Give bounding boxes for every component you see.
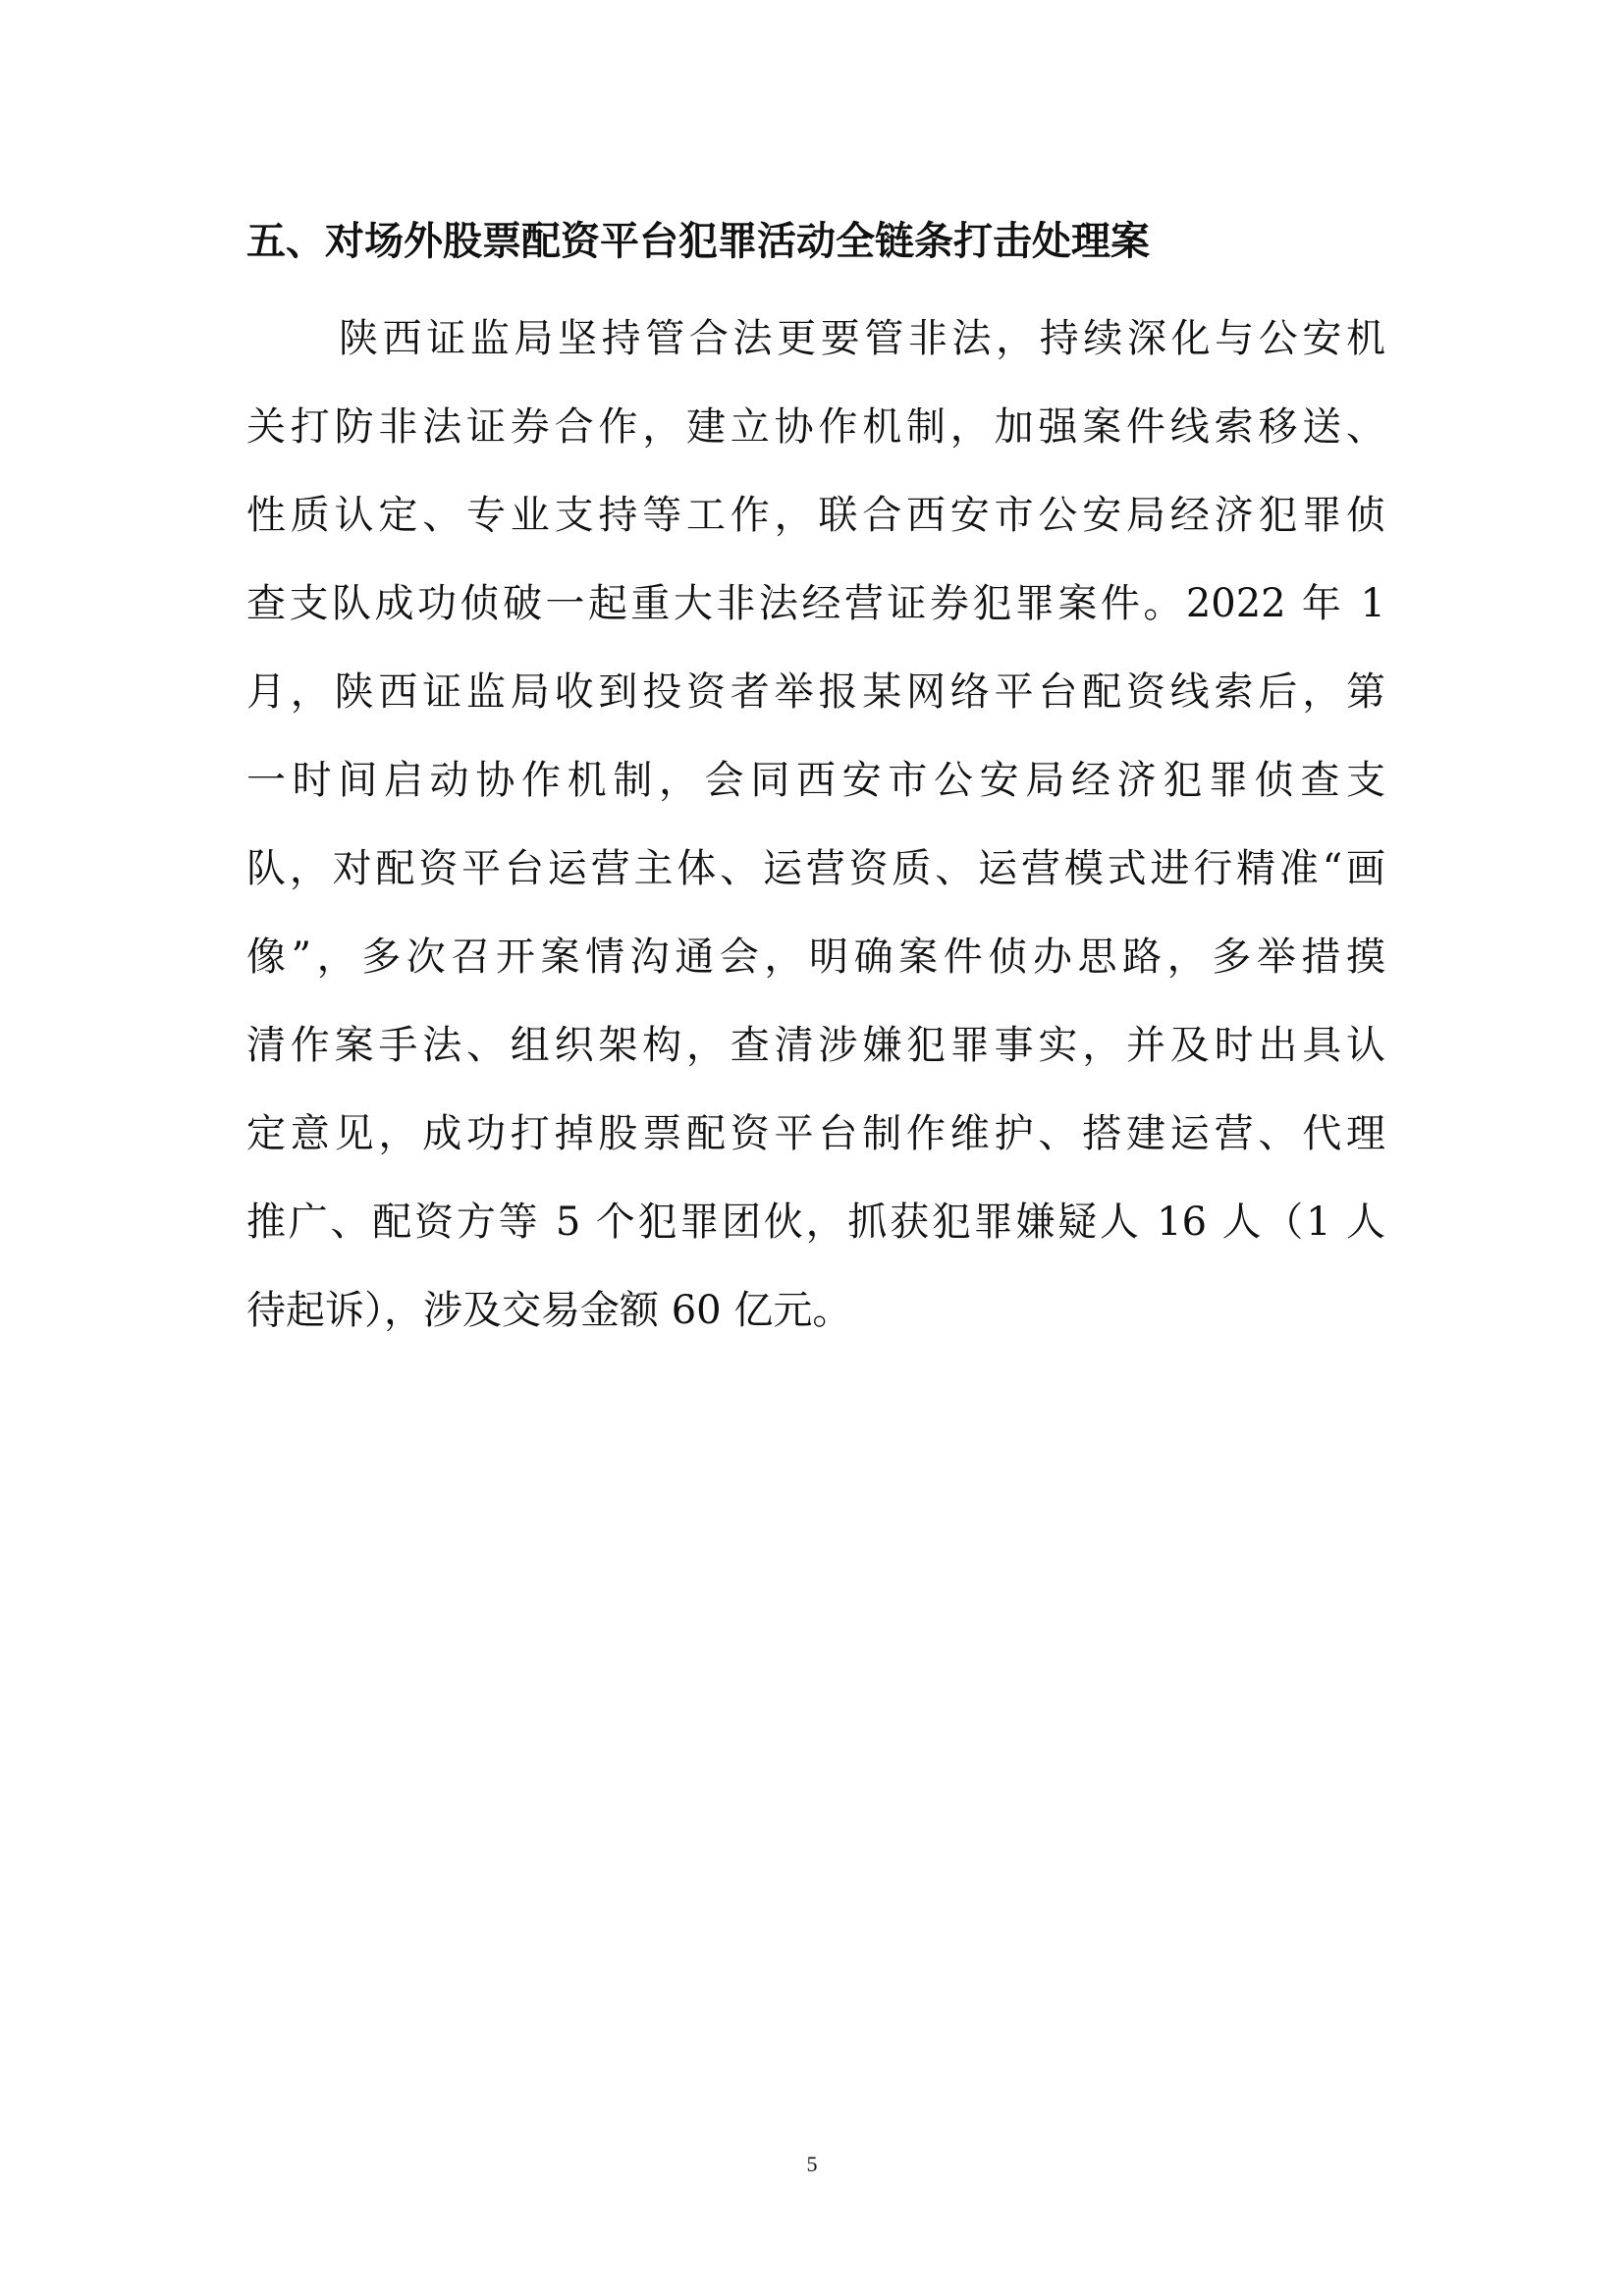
paragraph-line: 推广、配资方等 5 个犯罪团伙，抓获犯罪嫌疑人 16 人（1 人 (246, 1200, 1385, 1245)
paragraph-line: 定意见，成功打掉股票配资平台制作维护、搭建运营、代理 (246, 1111, 1385, 1156)
paragraph-line: 性质认定、专业支持等工作，联合西安市公安局经济犯罪侦 (246, 493, 1385, 538)
paragraph-line: 像”，多次召开案情沟通会，明确案件侦办思路，多举措摸 (246, 934, 1385, 980)
paragraph-line: 月，陕西证监局收到投资者举报某网络平台配资线索后，第 (246, 669, 1385, 715)
paragraph-line: 陕西证监局坚持管合法更要管非法，持续深化与公安机 (339, 316, 1385, 361)
paragraph-line: 待起诉），涉及交易金额 60 亿元。 (246, 1288, 852, 1333)
page-number: 5 (806, 2152, 818, 2176)
section-heading: 五、对场外股票配资平台犯罪活动全链条打击处理案 (246, 219, 1150, 264)
paragraph-line: 关打防非法证券合作，建立协作机制，加强案件线索移送、 (246, 404, 1385, 450)
case-paragraph (246, 294, 1385, 1355)
paragraph-line: 清作案手法、组织架构，查清涉嫌犯罪事实，并及时出具认 (246, 1023, 1385, 1068)
paragraph-line: 一时间启动协作机制，会同西安市公安局经济犯罪侦查支 (246, 758, 1385, 803)
paragraph-line: 队，对配资平台运营主体、运营资质、运营模式进行精准“画 (246, 846, 1385, 891)
paragraph-line: 查支队成功侦破一起重大非法经营证券犯罪案件。2022 年 1 (246, 581, 1385, 626)
